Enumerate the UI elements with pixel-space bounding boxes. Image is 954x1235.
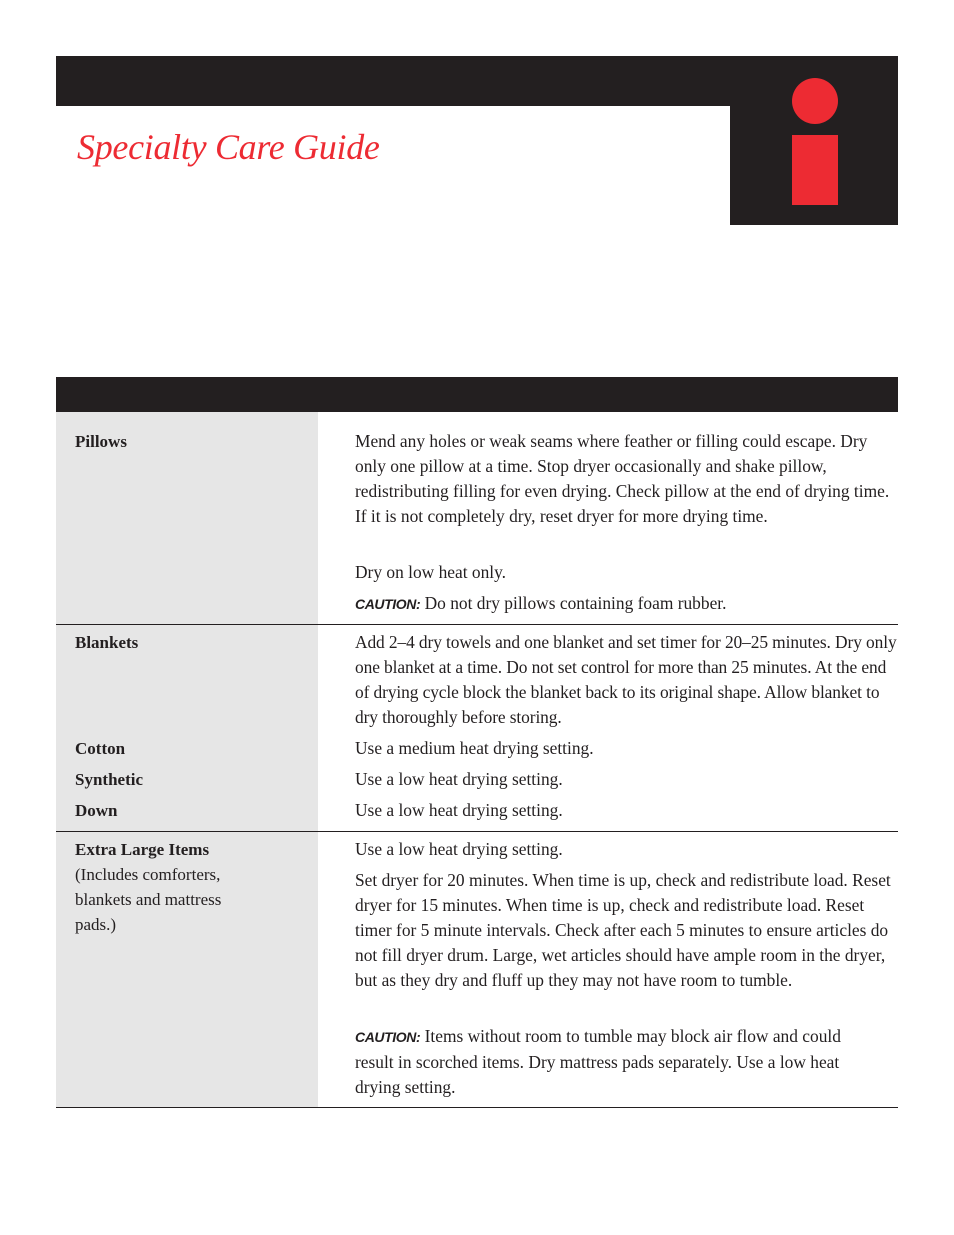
row-text-cell (318, 412, 898, 624)
caution-text: Do not dry pillows containing foam rubber. (420, 593, 727, 613)
row-text: Dry on low heat only. (355, 562, 507, 582)
row-label-cell (56, 412, 318, 624)
row-label-cell (56, 832, 318, 1107)
caution-note (355, 591, 894, 617)
row-text: Use a low heat drying setting. (355, 839, 563, 859)
table-header-bar (56, 377, 898, 412)
row-text: Add 2–4 dry towels and one blanket and set timer for 20–25 minutes. Dry only one blanket at a time. Do not set control for more than 25 minutes. At the end of drying cycle block the blanket back to its original shape. Allow blanket to dry thoroughly before storing. (355, 632, 897, 727)
row-label-note: (Includes comforters, blankets and mattress pads.) (75, 865, 222, 934)
info-icon-dot (792, 78, 838, 124)
sub-text: Use a medium heat drying setting. (355, 738, 594, 758)
care-table (56, 412, 898, 1108)
info-icon-stem (792, 135, 838, 205)
sub-label: Down (75, 801, 118, 820)
sub-label: Cotton (75, 739, 126, 758)
row-label: Extra Large Items (75, 840, 210, 859)
row-text: Set dryer for 20 minutes. When time is up, check and redistribute load. Reset dryer for 15 minutes. When time is up, check and redistribute load. Reset timer for 5 minute intervals. Check after each 5 minutes to ensure articles do not fill dryer drum. Large, wet articles should have ample room in the dryer, but as they dry and fluff up they may not have room to tumble. (355, 870, 891, 990)
page-title: Specialty Care Guide (77, 127, 380, 167)
caution-text: Items without room to tumble may block air flow and could result in scorched items. Dry mattress pads separately. Use a low heat drying setting. (355, 1026, 841, 1097)
sub-text: Use a low heat drying setting. (355, 800, 563, 820)
sub-text: Use a low heat drying setting. (355, 769, 563, 789)
row-text: Mend any holes or weak seams where feather or filling could escape. Dry only one pillow at a time. Stop dryer occasionally and shake pillow, redistributing filling for even drying. Check pillow at the end of drying time. If it is not completely dry, reset dryer for more drying time. (355, 431, 890, 526)
table-row-blankets (56, 625, 898, 832)
row-text-cell (318, 832, 898, 1107)
caution-label: CAUTION: (355, 596, 421, 612)
row-label: Blankets (75, 633, 139, 652)
table-row-extra-large-items (56, 832, 898, 1108)
row-label-cell (56, 625, 318, 831)
caution-label: CAUTION: (355, 1029, 421, 1045)
table-row-pillows (56, 412, 898, 625)
row-text-cell (318, 625, 898, 831)
sub-label: Synthetic (75, 770, 143, 789)
caution-note (355, 1024, 870, 1100)
info-icon (730, 56, 898, 225)
row-label: Pillows (75, 432, 127, 451)
